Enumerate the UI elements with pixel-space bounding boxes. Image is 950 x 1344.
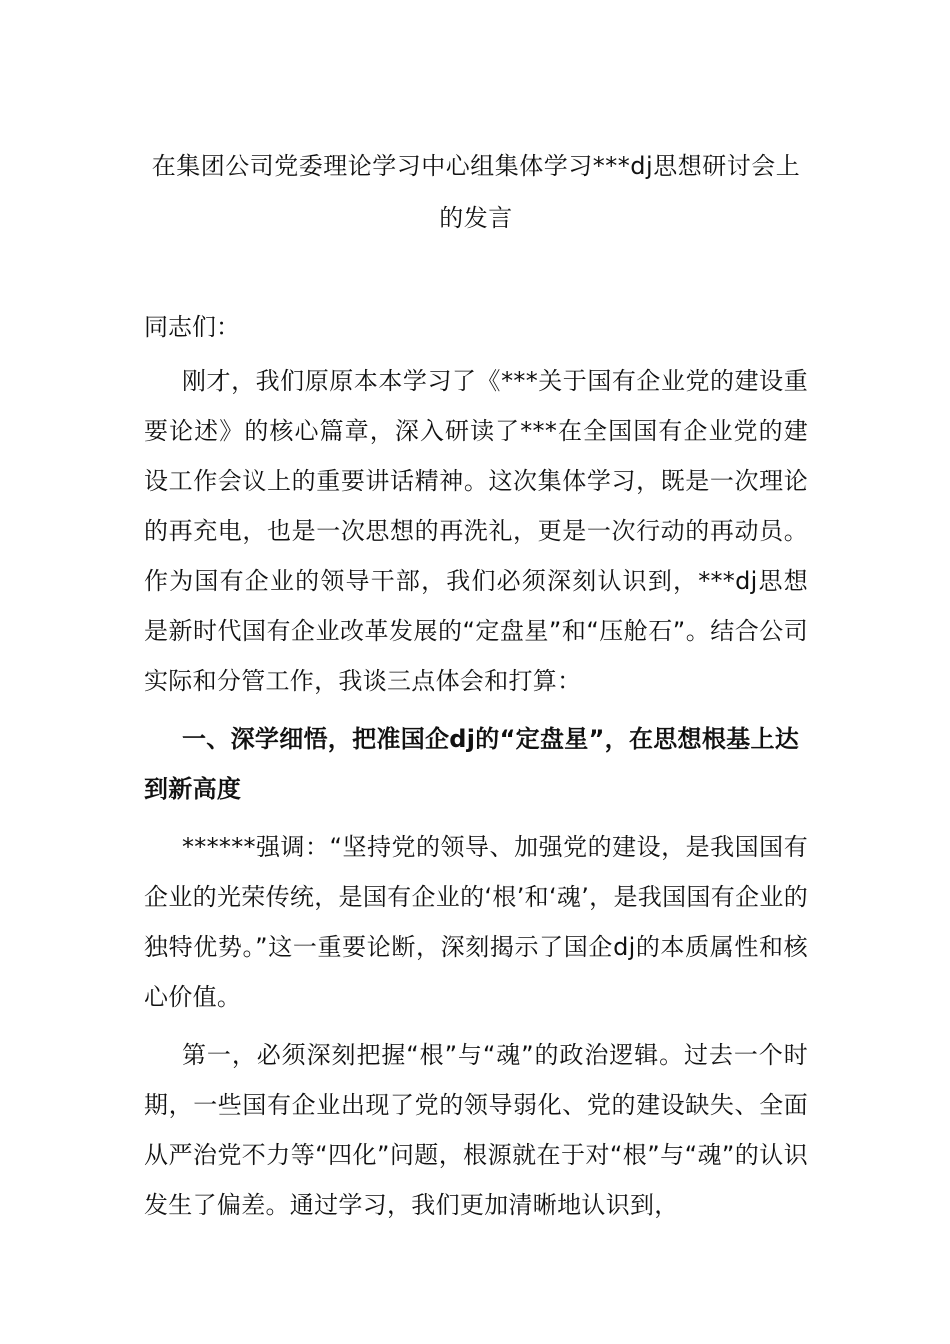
point-one-paragraph: 第一，必须深刻把握“根”与“魂”的政治逻辑。过去一个时期，一些国有企业出现了党的领导弱化、党的建设缺失、全面从严治党不力等“四化”问题，根源就在于对“根”与“魂”的认识发生了偏差。通过学习，我们更加清晰地认识到，: [144, 1041, 808, 1219]
document-title: 在集团公司党委理论学习中心组集体学习***dj思想研讨会上的发言: [151, 152, 801, 232]
section-heading-1: 一、深学细悟，把准国企dj的“定盘星”，在思想根基上达到新高度: [144, 725, 800, 803]
intro-paragraph: 刚才，我们原原本本学习了《***关于国有企业党的建设重要论述》的核心篇章，深入研读了***在全国国有企业党的建设工作会议上的重要讲话精神。这次集体学习，既是一次理论的再充电，也是一次思想的再洗礼，更是一次行动的再动员。作为国有企业的领导干部，我们必须深刻认识到，***dj思想是新时代国有企业改革发展的“定盘星”和“压舱石”。结合公司实际和分管工作，我谈三点体会和打算：: [144, 367, 808, 695]
quote-paragraph: ******强调：“坚持党的领导、加强党的建设，是我国国有企业的光荣传统，是国有企业的‘根’和‘魂’，是我国国有企业的独特优势。”这一重要论断，深刻揭示了国企dj的本质属性和核心价值。: [144, 833, 808, 1011]
greeting: 同志们：: [144, 313, 240, 341]
